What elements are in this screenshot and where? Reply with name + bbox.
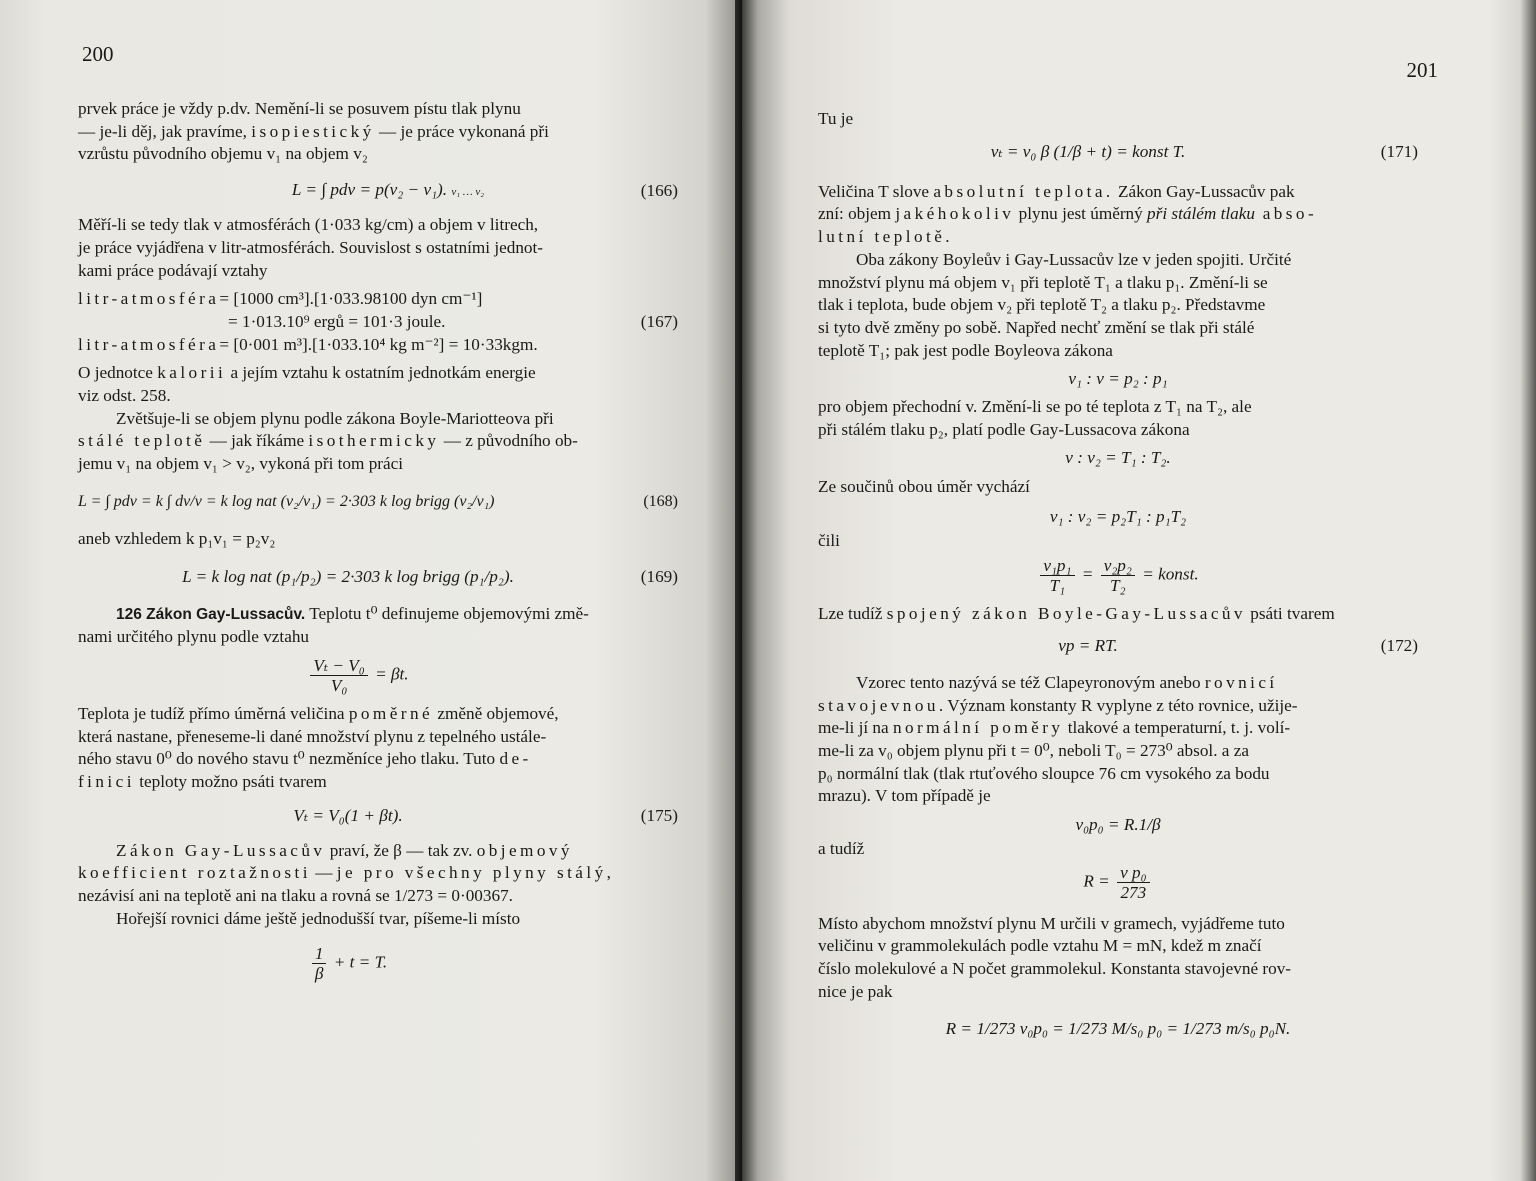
equation-167: litr-atmosféra= [1000 cm³].[1·033.98100 dyn cm⁻¹] = 1·013.10⁹ ergů = 101·3 joule. (167) litr-atmosféra= [0·001 m³].[1·033.10⁴ kg m⁻²] = 10·33kgm. xyxy=(78,289,678,354)
equation-R-molar: R = 1/273 v₀p₀ = 1/273 M/s₀ p₀ = 1/273 m/s₀ p₀N. xyxy=(945,1019,1291,1039)
text-line: Lze tudíž spojený zákon Boyle-Gay-Lussacův psáti tvarem xyxy=(818,604,1335,624)
left-page xyxy=(0,0,742,1181)
text-line: — je-li děj, jak pravíme, isopiestický — je práce vykonaná při xyxy=(78,121,549,141)
text-line: prvek práce je vždy p.dv. Nemění-li se posuvem pístu tlak plynu xyxy=(78,99,521,118)
text-line: veličinu v grammolekulách podle vztahu M = mN, kdež m značí xyxy=(818,936,1262,956)
text-line: teplotě T₁; pak jest podle Boyleova zákona xyxy=(818,340,1113,360)
text-line: p₀ normální tlak (tlak rtuťového sloupce 76 cm vysokého za bodu xyxy=(818,763,1270,783)
text-line: vzrůstu původního objemu v₁ na objem v₂ xyxy=(78,144,368,164)
text-line: koefficient roztažnosti — je pro všechny plyny stálý, xyxy=(78,863,615,883)
text-line: O jednotce kalorii a jejím vztahu k ostatním jednotkám energie xyxy=(78,363,536,383)
equation-166: L = ∫ pdv = p(v₂ − v₁). v₁ … v₂ (166) xyxy=(291,179,678,200)
text-line: stálé teplotě — jak říkáme isothermicky — z původního ob- xyxy=(78,431,578,451)
text-line: pro objem přechodní v. Změní-li se po té teplota z T₁ na T₂, ale xyxy=(818,397,1252,417)
text-line: mrazu). V tom případě je xyxy=(818,786,991,806)
text-line: si tyto dvě změny po sobě. Napřed nechť změní se tlak při stálé xyxy=(818,317,1255,337)
right-page-body xyxy=(818,108,1418,1050)
text-line: jemu v₁ na objem v₁ > v₂, vykoná při tom práci xyxy=(78,454,404,474)
equation-gay-lussac: v : v₂ = T₁ : T₂. xyxy=(1065,448,1171,468)
equation-172: vp = RT. (172) xyxy=(1058,636,1418,656)
text-line: množství plynu má objem v₁ při teplotě T₁ a tlaku p₁. Změní-li se xyxy=(818,272,1268,292)
text-line: zní: objem jakéhokoliv plynu jest úměrný při stálém tlaku abso- xyxy=(818,204,1318,224)
text-line: Oba zákony Boyleův i Gay-Lussacův lze v jeden spojiti. Určité xyxy=(856,249,1292,269)
text-line: čili xyxy=(818,531,840,551)
text-line: Hořejší rovnici dáme ještě jednodušší tvar, píšeme-li místo xyxy=(116,908,521,928)
text-line: kami práce podávají vztahy xyxy=(78,260,268,280)
text-line: aneb vzhledem k p₁v₁ = p₂v₂ xyxy=(78,528,276,548)
text-line: Zákon Gay-Lussacův praví, že β — tak zv. objemový xyxy=(116,840,573,860)
text-line: Měří-li se tedy tlak v atmosférách (1·033 kg/cm) a objem v litrech, xyxy=(78,215,539,235)
page-number-right: 201 xyxy=(1406,58,1438,82)
text-line: číslo molekulové a N počet grammolekul. Konstanta stavojevné rov- xyxy=(818,959,1292,979)
section-126-heading: 126 Zákon Gay-Lussacův. Teplotu t⁰ definujeme objemovými změ- xyxy=(116,603,589,623)
text-line: Ze součinů obou úměr vychází xyxy=(818,476,1030,496)
text-line: nezávisí ani na teplotě ani na tlaku a rovná se 1/273 = 0·00367. xyxy=(78,886,513,906)
equation-volume-ratio: $\frac{\text{Vₜ − V₀}}{\text{V₀}}$ = βt. xyxy=(78,653,678,699)
text-line: Zvětšuje-li se objem plynu podle zákona Boyle-Mariotteova při xyxy=(116,408,554,428)
text-line: je práce vyjádřena v litr-atmosférách. Souvislost s ostatními jednot- xyxy=(78,237,544,257)
text-line: me-li jí na normální poměry tlakové a temperaturní, t. j. volí- xyxy=(818,718,1291,738)
text-line: finici teploty možno psáti tvarem xyxy=(78,772,327,792)
left-page-body xyxy=(78,98,678,987)
text-line: Teplota je tudíž přímo úměrná veličina poměrné změně objemové, xyxy=(78,703,559,723)
equation-temperature-T: $\frac{1}{\beta}$ + t = T. xyxy=(78,941,678,987)
text-line: Veličina T slove absolutní teplota. Zákon Gay-Lussacův pak xyxy=(818,181,1295,201)
equation-171: vₜ = v₀ β (1/β + t) = konst T. (171) xyxy=(990,142,1418,162)
equation-R-def: v₀p₀ = R.1/β xyxy=(1075,814,1161,834)
text-line: Tu je xyxy=(818,109,854,128)
equation-R-value: R = $\frac{\text{v p₀}}{273}$ xyxy=(818,861,1418,905)
text-line: a tudíž xyxy=(818,839,865,859)
equation-boyle: v₁ : v = p₂ : p₁ xyxy=(1068,368,1168,388)
equation-product: v₁ : v₂ = p₂T₁ : p₁T₂ xyxy=(1049,507,1187,527)
right-page xyxy=(742,0,1536,1181)
text-line: me-li za v₀ objem plynu při t = 0⁰, neboli T₀ = 273⁰ absol. a za xyxy=(818,740,1249,760)
text-line: nice je pak xyxy=(818,981,893,1001)
text-line: nami určitého plynu podle vztahu xyxy=(78,627,310,647)
text-line: tlak i teplota, bude objem v₂ při teplotě T₂ a tlaku p₂. Představme xyxy=(818,295,1266,315)
text-line: lutní teplotě. xyxy=(818,227,954,247)
text-line: viz odst. 258. xyxy=(78,386,171,406)
equation-175: Vₜ = V₀(1 + βt). (175) xyxy=(293,806,678,826)
equation-168: L = ∫ pdv = k ∫ dv/v = k log nat (v₂/v₁) = 2·303 k log brigg (v₂/v₁) (168) xyxy=(78,493,678,511)
text-line: Místo abychom množství plynu M určili v gramech, vyjádřeme tuto xyxy=(818,913,1285,933)
equation-169: L = k log nat (p₁/p₂) = 2·303 k log brigg (p₁/p₂). (169) xyxy=(182,567,678,587)
equation-combined: $\frac{\text{v₁p₁}}{\text{T₁}}$ = $\frac{\text{v₂p₂}}{\text{T₂}}$ = konst. xyxy=(818,553,1418,597)
text-line: ného stavu 0⁰ do nového stavu t⁰ nezměníce jeho tlaku. Tuto de- xyxy=(78,749,532,769)
text-line: která nastane, přeneseme-li dané množství plynu z tepelného ustále- xyxy=(78,726,547,746)
text-line: Vzorec tento nazývá se též Clapeyronovým anebo rovnicí xyxy=(856,672,1278,692)
text-line: při stálém tlaku p₂, platí podle Gay-Lussacova zákona xyxy=(818,420,1190,440)
text-line: stavojevnou. Význam konstanty R vyplyne z této rovnice, užije- xyxy=(818,695,1298,715)
page-number-left: 200 xyxy=(82,42,114,66)
